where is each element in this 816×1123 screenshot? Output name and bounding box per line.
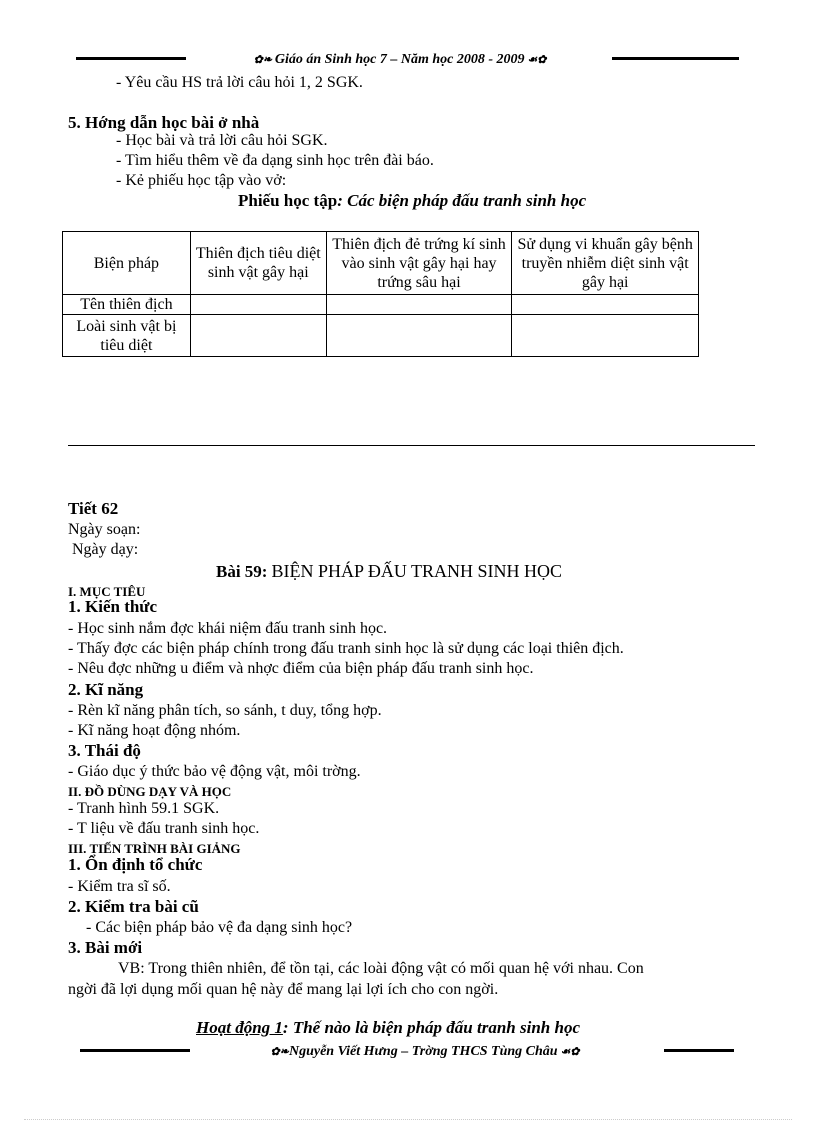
lesson-title	[216, 562, 562, 582]
section-tien-trinh: III. TIẾN TRÌNH BÀI GIẢNG	[68, 841, 241, 856]
header-rule-left	[76, 57, 186, 60]
section-muc-tieu: I. MỤC TIÊU	[68, 584, 146, 599]
kien-thuc-item: - Học sinh nắm đợc khái niệm đấu tranh sinh học.	[68, 620, 388, 637]
sheet-title	[238, 192, 586, 210]
page-header	[190, 52, 610, 68]
page-bottom-edge	[24, 1119, 792, 1120]
section-do-dung: II. ĐỒ DÙNG DẠY VÀ HỌC	[68, 784, 232, 799]
subsection-ki-nang: 2. Kĩ năng	[68, 680, 144, 699]
table-header-cell: Sử dụng vi khuẩn gây bệnh truyền nhiễm diệt sinh vật gây hại	[512, 232, 699, 295]
activity-title	[196, 1019, 580, 1037]
ornament-icon: ☙✿	[524, 54, 547, 66]
table-row	[63, 315, 699, 357]
bai-moi-paragraph: VB: Trong thiên nhiên, để tồn tại, các loài động vật có mối quan hệ với nhau. Con	[118, 960, 644, 977]
table-cell	[512, 315, 699, 357]
subsection-thai-do: 3. Thái độ	[68, 741, 141, 760]
ki-nang-item: - Kĩ năng hoạt động nhóm.	[68, 722, 241, 739]
subsection-kiem-tra: 2. Kiểm tra bài cũ	[68, 897, 199, 916]
subsection-kien-thuc: 1. Kiến thức	[68, 597, 158, 616]
activity-title-rest: : Thế nào là biện pháp đấu tranh sinh học	[282, 1018, 581, 1037]
yeucau-line: - Yêu cầu HS trả lời câu hỏi 1, 2 SGK.	[116, 74, 363, 91]
kien-thuc-item: - Nêu đợc những u điểm và nhợc điểm của biện pháp đấu tranh sinh học.	[68, 660, 534, 677]
tiet-label: Tiết 62	[68, 499, 119, 518]
ornament-icon: ✿❧	[253, 54, 275, 66]
ornament-icon: ☙✿	[557, 1046, 580, 1058]
section5-item: - Tìm hiểu thêm về đa dạng sinh học trên đài báo.	[116, 152, 434, 169]
thai-do-item: - Giáo dục ý thức bảo vệ động vật, môi trờng.	[68, 763, 361, 780]
header-rule-right	[612, 57, 739, 60]
table-row	[63, 295, 699, 315]
lesson-title-prefix: Bài 59:	[216, 562, 268, 581]
sheet-title-italic: : Các biện pháp đấu tranh sinh học	[337, 191, 587, 210]
table-row-label: Tên thiên địch	[63, 295, 191, 315]
footer-text: Nguyễn Viết Hưng – Trờng THCS Tùng Châu	[288, 1044, 558, 1059]
ngay-day: Ngày dạy:	[72, 541, 139, 558]
kien-thuc-item: - Thấy đợc các biện pháp chính trong đấu tranh sinh học là sử dụng các loại thiên địch.	[68, 640, 624, 657]
page-footer	[195, 1044, 655, 1060]
worksheet-table	[62, 231, 699, 357]
activity-title-underlined: Hoạt động 1	[196, 1018, 283, 1037]
on-dinh-item: - Kiểm tra sĩ số.	[68, 878, 171, 895]
footer-rule-right	[664, 1049, 734, 1052]
section5-title: 5. Hớng dẫn học bài ở nhà	[68, 113, 260, 132]
ngay-soan: Ngày soạn:	[68, 521, 141, 538]
table-cell	[512, 295, 699, 315]
table-cell	[190, 315, 326, 357]
do-dung-item: - T liệu về đấu tranh sinh học.	[68, 820, 260, 837]
kiem-tra-item: - Các biện pháp bảo vệ đa dạng sinh học?	[86, 919, 353, 936]
sheet-title-bold: Phiếu học tập	[238, 191, 338, 210]
table-cell	[190, 295, 326, 315]
table-cell	[326, 295, 512, 315]
table-header-cell: Biện pháp	[63, 232, 191, 295]
do-dung-item: - Tranh hình 59.1 SGK.	[68, 800, 220, 817]
subsection-bai-moi: 3. Bài mới	[68, 938, 143, 957]
section5-item: - Kẻ phiếu học tập vào vở:	[116, 172, 287, 189]
bai-moi-paragraph-cont: ngời đã lợi dụng mối quan hệ này để mang lại lợi ích cho con ngời.	[68, 981, 499, 998]
section5-item: - Học bài và trả lời câu hỏi SGK.	[116, 132, 328, 149]
table-header-cell: Thiên địch tiêu diệt sinh vật gây hại	[190, 232, 326, 295]
ki-nang-item: - Rèn kĩ năng phân tích, so sánh, t duy, tổng hợp.	[68, 702, 382, 719]
table-header-row	[63, 232, 699, 295]
table-cell	[326, 315, 512, 357]
table-row-label: Loài sinh vật bị tiêu diệt	[63, 315, 191, 357]
footer-rule-left	[80, 1049, 190, 1052]
subsection-on-dinh: 1. Ổn định tổ chức	[68, 855, 203, 874]
lesson-divider	[68, 445, 755, 446]
table-header-cell: Thiên địch đẻ trứng kí sinh vào sinh vật gây hại hay trứng sâu hại	[326, 232, 512, 295]
ornament-icon: ✿❧	[270, 1046, 289, 1058]
lesson-title-text: BIỆN PHÁP ĐẤU TRANH SINH HỌC	[271, 561, 563, 581]
header-text: Giáo án Sinh học 7 – Năm học 2008 - 2009	[274, 52, 525, 67]
